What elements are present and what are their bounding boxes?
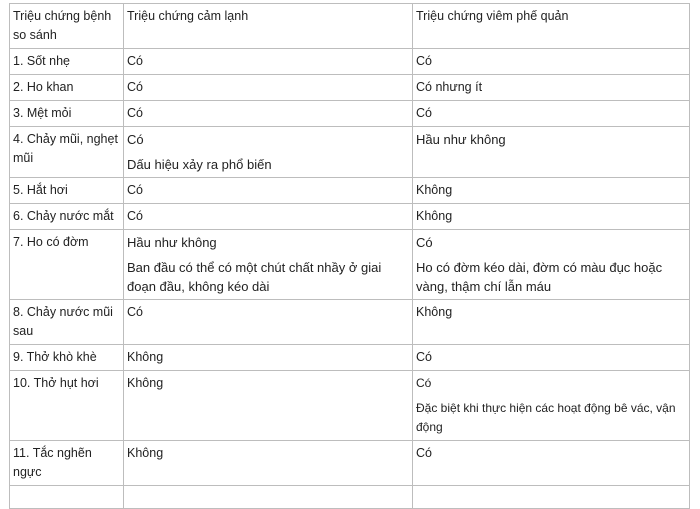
- bronchitis-note: Đặc biệt khi thực hiện các hoạt động bê vác, vận động: [416, 401, 676, 434]
- table-row: [10, 178, 690, 204]
- bronchitis-value: Có: [416, 54, 432, 68]
- cold-value: Có: [127, 106, 143, 120]
- cold-cell: [124, 441, 413, 486]
- symptom-cell: 8. Chảy nước mũi sau: [10, 300, 124, 345]
- empty-cell: [413, 486, 690, 509]
- header-bronchitis: Triệu chứng viêm phế quản: [413, 4, 690, 49]
- symptom-cell: 7. Ho có đờm: [10, 230, 124, 300]
- bronchitis-value: Có nhưng ít: [416, 80, 483, 94]
- cold-value: Có: [127, 209, 143, 223]
- cold-cell: [124, 127, 413, 178]
- bronchitis-value: Có: [416, 350, 432, 364]
- table-row: [10, 230, 690, 300]
- bronchitis-value: Có: [416, 446, 432, 460]
- symptom-cell: 1. Sốt nhẹ: [10, 49, 124, 75]
- bronchitis-cell: [413, 127, 690, 178]
- symptom-cell: 11. Tắc nghẽn ngực: [10, 441, 124, 486]
- bronchitis-cell: [413, 75, 690, 101]
- cold-cell: [124, 75, 413, 101]
- cold-cell: [124, 101, 413, 127]
- table-row: [10, 345, 690, 371]
- empty-cell: [10, 486, 124, 509]
- cold-value: Có: [127, 132, 144, 147]
- cold-value: Không: [127, 446, 164, 460]
- bronchitis-cell: [413, 371, 690, 441]
- cold-value: Hầu như không: [127, 235, 217, 250]
- cold-cell: [124, 230, 413, 300]
- symptom-comparison-table: [9, 3, 690, 509]
- bronchitis-value: Có: [416, 235, 433, 250]
- table-row: [10, 49, 690, 75]
- cold-value: Có: [127, 183, 143, 197]
- bronchitis-value: Không: [416, 209, 453, 223]
- table-row: [10, 101, 690, 127]
- symptom-cell: 10. Thở hụt hơi: [10, 371, 124, 441]
- symptom-cell: 3. Mệt mỏi: [10, 101, 124, 127]
- bronchitis-cell: [413, 204, 690, 230]
- cold-cell: [124, 300, 413, 345]
- table-row: [10, 441, 690, 486]
- symptom-cell: 6. Chảy nước mắt: [10, 204, 124, 230]
- bronchitis-value: Có: [416, 376, 432, 390]
- bronchitis-value: Không: [416, 183, 453, 197]
- cold-cell: [124, 345, 413, 371]
- table-row: [10, 371, 690, 441]
- table-row: [10, 204, 690, 230]
- cold-value: Có: [127, 80, 143, 94]
- cold-note: Ban đầu có thể có một chút chất nhầy ở giai đoạn đầu, không kéo dài: [127, 260, 382, 294]
- header-cold: Triệu chứng cảm lạnh: [124, 4, 413, 49]
- symptom-cell: 2. Ho khan: [10, 75, 124, 101]
- symptom-cell: 9. Thở khò khè: [10, 345, 124, 371]
- cold-value: Có: [127, 305, 143, 319]
- bronchitis-cell: [413, 230, 690, 300]
- empty-row: [10, 486, 690, 509]
- cold-cell: [124, 204, 413, 230]
- cold-cell: [124, 49, 413, 75]
- cold-value: Không: [127, 376, 164, 390]
- symptom-cell: 5. Hắt hơi: [10, 178, 124, 204]
- bronchitis-cell: [413, 300, 690, 345]
- table-row: [10, 127, 690, 178]
- table-header-row: [10, 4, 690, 49]
- cold-cell: [124, 178, 413, 204]
- bronchitis-cell: [413, 345, 690, 371]
- cold-cell: [124, 371, 413, 441]
- bronchitis-value: Không: [416, 305, 453, 319]
- bronchitis-value: Có: [416, 106, 432, 120]
- header-symptom: Triệu chứng bệnh so sánh: [10, 4, 124, 49]
- bronchitis-cell: [413, 101, 690, 127]
- cold-note: Dấu hiệu xảy ra phổ biến: [127, 157, 272, 172]
- bronchitis-note: Ho có đờm kéo dài, đờm có màu đục hoặc vàng, thậm chí lẫn máu: [416, 260, 663, 294]
- bronchitis-cell: [413, 49, 690, 75]
- symptom-cell: 4. Chảy mũi, nghẹt mũi: [10, 127, 124, 178]
- cold-value: Có: [127, 54, 143, 68]
- bronchitis-cell: [413, 178, 690, 204]
- empty-cell: [124, 486, 413, 509]
- table-row: [10, 75, 690, 101]
- bronchitis-cell: [413, 441, 690, 486]
- cold-value: Không: [127, 350, 164, 364]
- table-row: [10, 300, 690, 345]
- bronchitis-value: Hầu như không: [416, 132, 506, 147]
